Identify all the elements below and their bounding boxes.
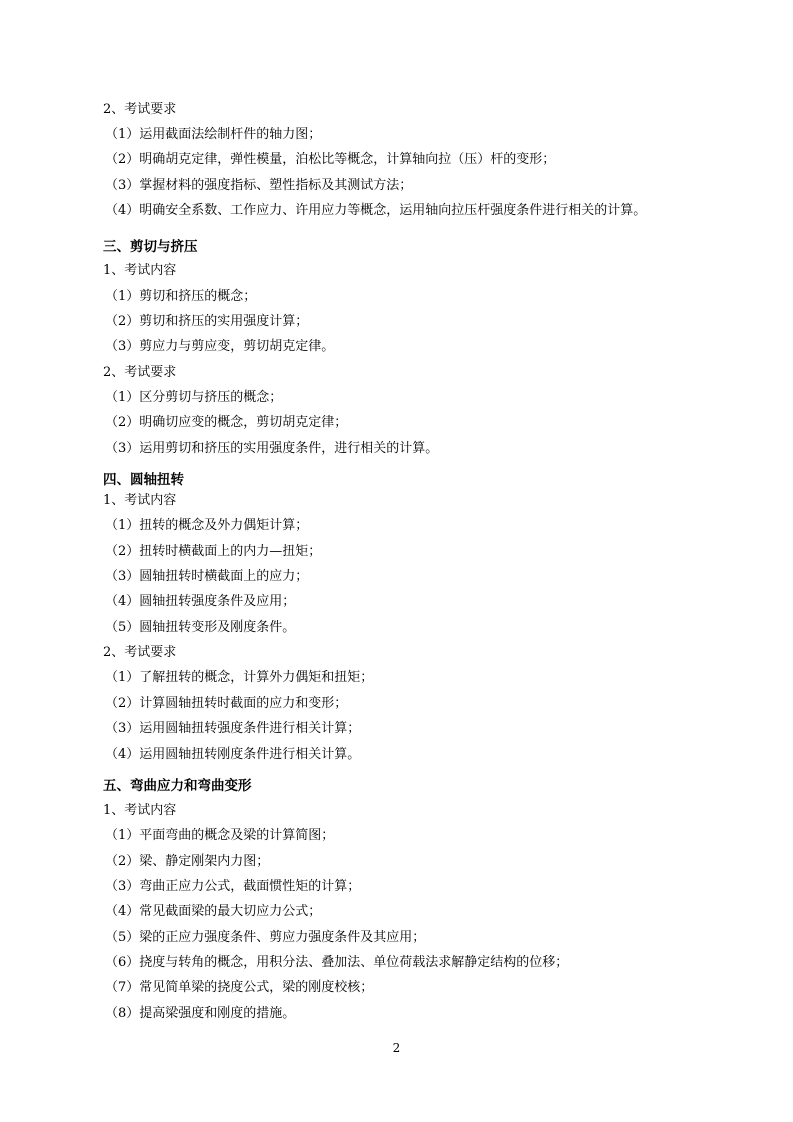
- sec4-content-item-1: （1）扭转的概念及外力偶矩计算；: [105, 518, 309, 533]
- sec5-content-item-6: （6）挠度与转角的概念，用积分法、叠加法、单位荷载法求解静定结构的位移；: [105, 955, 569, 970]
- sec3-req-label: 2、考试要求: [103, 365, 177, 380]
- sec2-req-label: 2、考试要求: [103, 102, 177, 117]
- sec5-content-item-4: （4）常见截面梁的最大切应力公式；: [105, 904, 322, 919]
- sec5-content-item-1: （1）平面弯曲的概念及梁的计算简图；: [105, 828, 335, 843]
- sec3-req-item-1: （1）区分剪切与挤压的概念；: [105, 390, 283, 405]
- sec3-req-item-3: （3）运用剪切和挤压的实用强度条件，进行相关的计算。: [105, 441, 439, 456]
- sec4-content-item-4: （4）圆轴扭转强度条件及应用；: [105, 594, 296, 609]
- page-number: 2: [392, 1041, 401, 1055]
- sec2-req-item-2: （2）明确胡克定律，弹性模量，泊松比等概念，计算轴向拉（压）杆的变形；: [105, 152, 556, 167]
- sec3-content-item-3: （3）剪应力与剪应变，剪切胡克定律。: [105, 339, 335, 354]
- sec4-req-item-3: （3）运用圆轴扭转强度条件进行相关计算；: [105, 721, 361, 736]
- sec4-req-item-1: （1）了解扭转的概念，计算外力偶矩和扭矩；: [105, 670, 374, 685]
- sec2-req-item-1: （1）运用截面法绘制杆件的轴力图；: [105, 127, 322, 142]
- sec4-req-item-2: （2）计算圆轴扭转时截面的应力和变形；: [105, 696, 348, 711]
- sec5-title: 五、弯曲应力和弯曲变形: [103, 778, 252, 794]
- sec4-content-item-3: （3）圆轴扭转时横截面上的应力；: [105, 569, 309, 584]
- sec5-content-item-3: （3）弯曲正应力公式，截面惯性矩的计算；: [105, 879, 361, 894]
- sec3-content-item-2: （2）剪切和挤压的实用强度计算；: [105, 314, 309, 329]
- sec3-content-label: 1、考试内容: [103, 263, 177, 278]
- sec4-title: 四、圆轴扭转: [103, 472, 184, 488]
- sec4-req-label: 2、考试要求: [103, 645, 177, 660]
- sec5-content-item-5: （5）梁的正应力强度条件、剪应力强度条件及其应用；: [105, 930, 426, 945]
- sec5-content-label: 1、考试内容: [103, 803, 177, 818]
- sec5-content-item-8: （8）提高梁强度和刚度的措施。: [105, 1006, 296, 1021]
- sec2-req-item-4: （4）明确安全系数、工作应力、许用应力等概念，运用轴向拉压杆强度条件进行相关的计算。: [105, 203, 647, 218]
- sec4-content-item-5: （5）圆轴扭转变形及刚度条件。: [105, 620, 296, 635]
- sec4-content-label: 1、考试内容: [103, 493, 177, 508]
- sec3-req-item-2: （2）明确切应变的概念，剪切胡克定律；: [105, 415, 348, 430]
- sec2-req-item-3: （3）掌握材料的强度指标、塑性指标及其测试方法；: [105, 178, 413, 193]
- sec3-content-item-1: （1）剪切和挤压的概念；: [105, 289, 257, 304]
- sec3-title: 三、剪切与挤压: [103, 239, 198, 255]
- sec5-content-item-2: （2）梁、静定刚架内力图；: [105, 854, 270, 869]
- sec4-content-item-2: （2）扭转时横截面上的内力—扭矩；: [105, 544, 322, 559]
- sec4-req-item-4: （4）运用圆轴扭转刚度条件进行相关计算。: [105, 747, 361, 762]
- sec5-content-item-7: （7）常见简单梁的挠度公式，梁的刚度校核；: [105, 980, 374, 995]
